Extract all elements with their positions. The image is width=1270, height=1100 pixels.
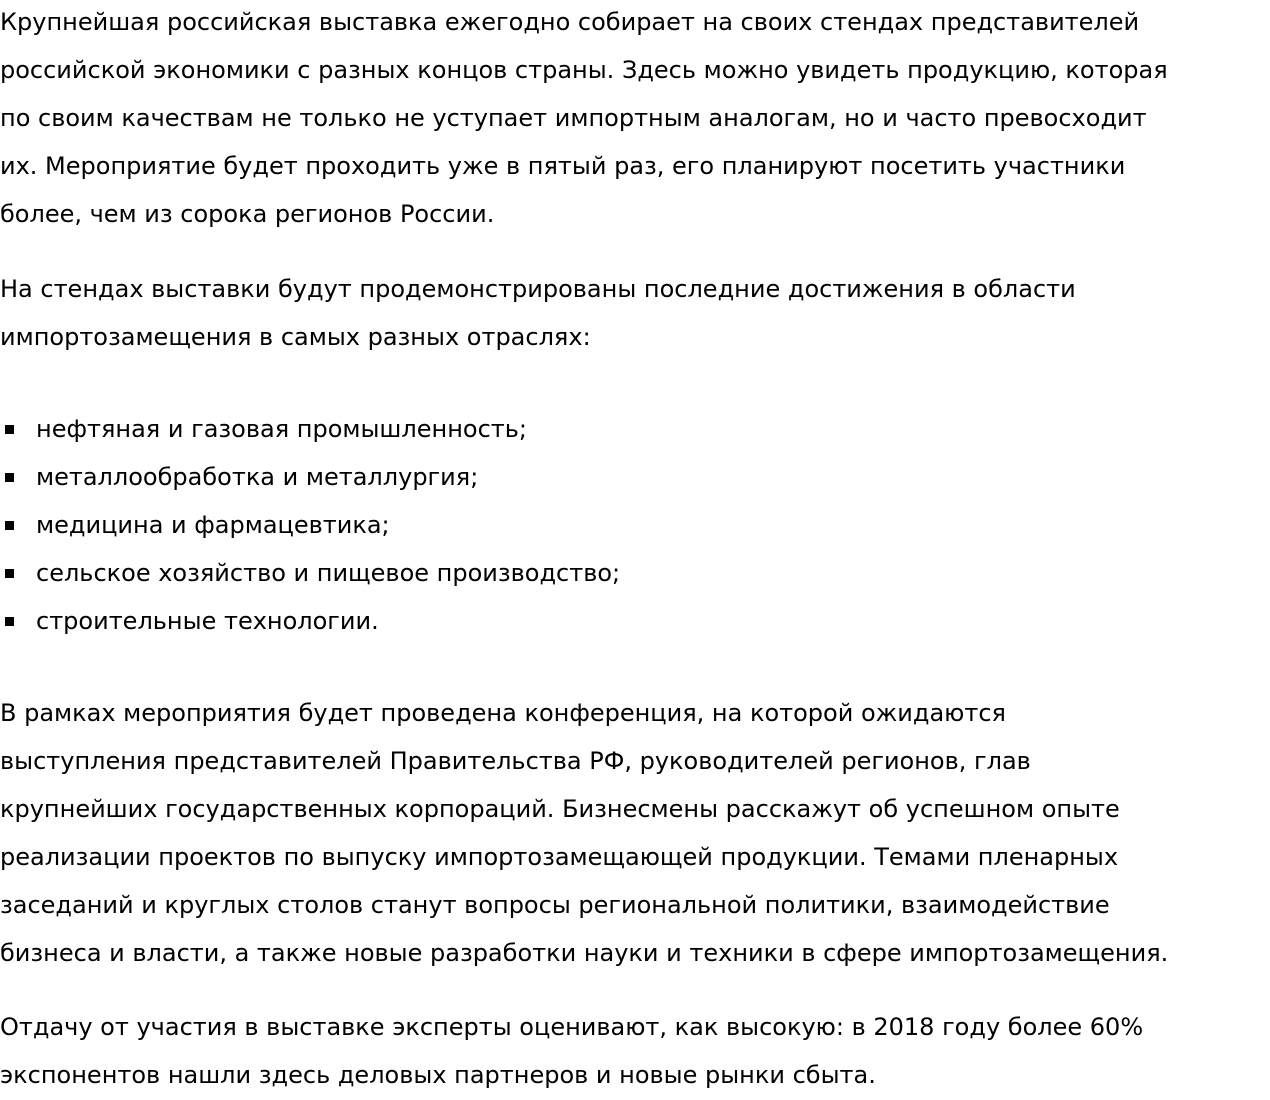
text-line: российской экономики с разных концов страны. Здесь можно увидеть продукцию, которая xyxy=(0,56,1168,84)
text-line: В рамках мероприятия будет проведена конференция, на которой ожидаются xyxy=(0,699,1006,727)
list-item xyxy=(0,549,620,597)
text-line: заседаний и круглых столов станут вопросы региональной политики, взаимодействие xyxy=(0,891,1110,919)
text-line: Отдачу от участия в выставке эксперты оценивают, как высокую: в 2018 году более 60% xyxy=(0,1013,1144,1041)
list-item-label: нефтяная и газовая промышленность; xyxy=(36,415,527,443)
results-paragraph xyxy=(0,1003,1270,1099)
text-line: бизнеса и власти, а также новые разработки науки и техники в сфере импортозамещения. xyxy=(0,939,1169,967)
text-line: Крупнейшая российская выставка ежегодно собирает на своих стендах представителей xyxy=(0,8,1140,36)
square-bullet-icon xyxy=(5,569,14,578)
sectors-intro-paragraph xyxy=(0,265,1270,361)
text-line: экспонентов нашли здесь деловых партнеров и новые рынки сбыта. xyxy=(0,1061,876,1089)
intro-paragraph xyxy=(0,0,1270,238)
sectors-list xyxy=(0,405,620,645)
list-item xyxy=(0,405,620,453)
list-item-label: металлообработка и металлургия; xyxy=(36,463,479,491)
list-item-label: сельское хозяйство и пищевое производство; xyxy=(36,559,621,587)
list-item-label: медицина и фармацевтика; xyxy=(36,511,390,539)
conference-paragraph xyxy=(0,689,1270,977)
list-item-label: строительные технологии. xyxy=(36,607,379,635)
text-line: реализации проектов по выпуску импортозамещающей продукции. Темами пленарных xyxy=(0,843,1119,871)
text-line: более, чем из сорока регионов России. xyxy=(0,200,495,228)
square-bullet-icon xyxy=(5,617,14,626)
list-item xyxy=(0,501,620,549)
square-bullet-icon xyxy=(5,521,14,530)
text-line: по своим качествам не только не уступает импортным аналогам, но и часто превосходит xyxy=(0,104,1147,132)
text-line: выступления представителей Правительства РФ, руководителей регионов, глав xyxy=(0,747,1031,775)
square-bullet-icon xyxy=(5,425,14,434)
list-item xyxy=(0,597,620,645)
text-line: На стендах выставки будут продемонстрированы последние достижения в области xyxy=(0,275,1076,303)
square-bullet-icon xyxy=(5,473,14,482)
text-line: крупнейших государственных корпораций. Бизнесмены расскажут об успешном опыте xyxy=(0,795,1120,823)
text-line: импортозамещения в самых разных отраслях: xyxy=(0,323,591,351)
list-item xyxy=(0,453,620,501)
text-line: их. Мероприятие будет проходить уже в пятый раз, его планируют посетить участники xyxy=(0,152,1126,180)
